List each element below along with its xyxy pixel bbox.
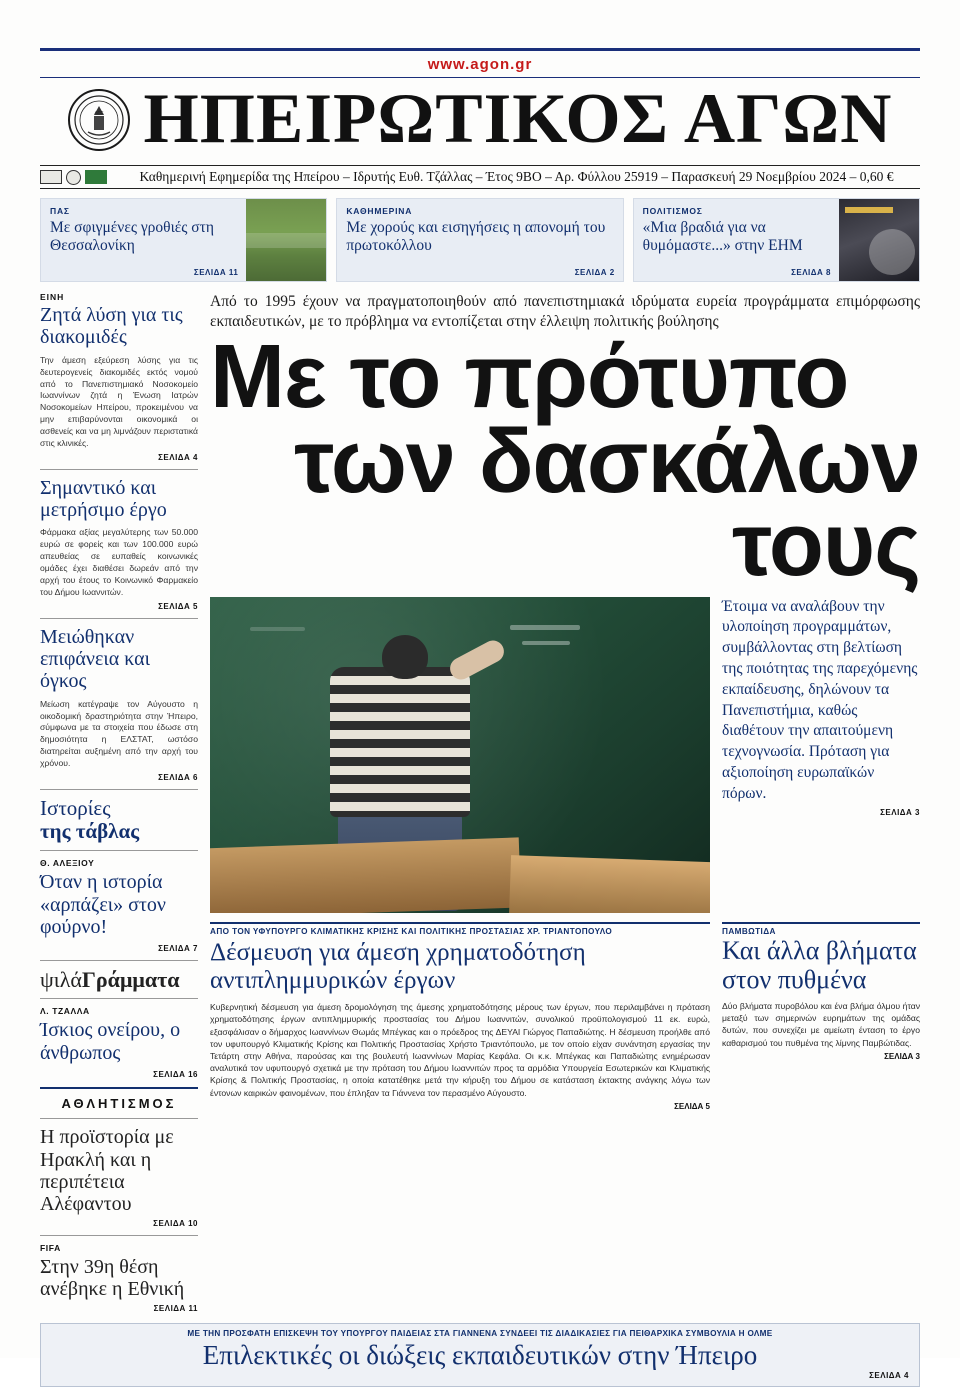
story-kicker: ΑΠΟ ΤΟΝ ΥΦΥΠΟΥΡΓΟ ΚΛΙΜΑΤΙΚΗΣ ΚΡΙΣΗΣ ΚΑΙ ΠΟΛΙΤΙΚΗΣ ΠΡΟΣΤΑΣΙΑΣ ΧΡ. ΤΡΙΑΝΤΟΠΟΥΛΟ bbox=[210, 922, 710, 936]
column-subhead[interactable]: Ίσκιος ονείρου, ο άνθρωπος bbox=[40, 1019, 181, 1064]
website-url[interactable]: www.agon.gr bbox=[427, 56, 533, 73]
teaser-photo-football bbox=[246, 199, 326, 281]
lead-photo-caption-block bbox=[722, 597, 920, 913]
column-title-bold: της τάβλας bbox=[40, 819, 140, 844]
lead-caption-page-ref: ΣΕΛΙΔΑ 3 bbox=[880, 808, 920, 818]
story-page-ref: ΣΕΛΙΔΑ 16 bbox=[153, 1070, 198, 1080]
story-headline[interactable]: Και άλλα βλήματα στον πυθμένα bbox=[722, 935, 917, 994]
lead-headline-line2[interactable]: των δασκάλων τους bbox=[294, 412, 920, 595]
teaser-headline[interactable]: «Μια βραδιά για να θυμόμαστε...» στην ΕΗΜ bbox=[642, 219, 803, 255]
banner-kicker: ΜΕ ΤΗΝ ΠΡΟΣΦΑΤΗ ΕΠΙΣΚΕΨΗ ΤΟΥ ΥΠΟΥΡΓΟΥ ΠΑΙΔΕΙΑΣ ΣΤΑ ΓΙΑΝΝΕΝΑ ΣΥΝΔΕΕΙ ΤΙΣ ΔΙΑΔΙΚΑΣΙΕΣ ΓΙΑ ΠΕΙΘΑΡΧΙΚΑ ΣΥΜΒΟΥΛΙΑ Η ΟΛΜΕ bbox=[187, 1328, 773, 1338]
story-kicker: ΠΑΜΒΩΤΙΔΑ bbox=[722, 922, 920, 936]
seal-icon bbox=[66, 170, 81, 185]
story-body: Κυβερνητική δέσμευση για άμεση δρομολόγηση της άμεσης χρηματοδότησης μέρους των έργων, που περιλαμβάνει η πρόταση χρηματοδότησης έργων αντιπλημμυρικής προστασίας του Δήμου Ιωαννιτών, συνολικού προϋπολογισμού 11 εκ. ευρώ, εξασφάλισαν ο δήμαρχος Ιωαννίνων Θωμάς Μπέγκας και ο πρόεδρος της ΔΕΥΑΙ Γιώργος Παπαδιώτης. Η δέσμευση προήλθε από τον υφυπουργό Κλιματικής Κρίσης και Πολιτικής Προστασίας Χρήστο Τριαντόπουλο, με τον οποίο είχαν συνάντηση εργασίας την Τετάρτη στην Αθήνα, παρούσας και της βουλευτή Ιωαννίνων Μαρίας Κεφάλα. Οι κ.κ. Μπέγκας και Παπαδιώτης ενημέρωσαν αναλυτικά τον υφυπουργό σχετικά με την πρόταση του Δήμου Ιωαννιτών προς τα αρμόδια Υπουργεία Εσωτερικών και Κλιματικής Κρίσης & Πολιτικής Προστασίας, η οποία κατατέθηκε μετά την κήρυξη του Δήμου σε κατάσταση έκτακτης ανάγκης λόγω των έντονων καιρικών φαινομένων, που έπληξαν τα Γιάννενα τον περασμένο Αύγουστο. bbox=[210, 1002, 710, 1098]
teaser-kathimerina[interactable] bbox=[336, 198, 623, 282]
divider bbox=[40, 960, 198, 961]
lead-story-column bbox=[210, 292, 920, 1313]
sidebar-story-construction[interactable] bbox=[40, 626, 198, 782]
lead-caption-text: Έτοιμα να αναλάβουν την υλοποίηση προγραμμάτων, συμβάλλοντας στη βελτίωση της ποιότητας της παρεχόμενης εκπαίδευσης, δηλώνουν τα Πανεπιστήμια, καθώς διαθέτουν την απαιτούμενη τεχνογνωσία. Πρόταση για αξιοποίηση ευρωπαϊκών πόρων. bbox=[722, 597, 918, 802]
desk-foreground-right bbox=[509, 855, 710, 913]
publication-info: Καθημερινή Εφημερίδα της Ηπείρου – Ιδρυτής Ευθ. Τζάλλας – Έτος 9ΒΟ – Αρ. Φύλλου 25919 – Παρασκευή 29 Νοεμβρίου 2024 – 0,60 € bbox=[139, 169, 894, 184]
divider bbox=[40, 1235, 198, 1236]
story-pamvotida[interactable] bbox=[722, 922, 920, 1111]
teaser-page-ref: ΣΕΛΙΔΑ 8 bbox=[791, 268, 831, 277]
teaser-kicker: ΚΑΘΗΜΕΡΙΝΑ bbox=[346, 206, 413, 216]
teaser-page-ref: ΣΕΛΙΔΑ 11 bbox=[193, 268, 239, 277]
teaser-pas[interactable] bbox=[40, 198, 327, 282]
teaser-text bbox=[337, 199, 622, 281]
sidebar-section-sports[interactable] bbox=[40, 1096, 198, 1312]
sports-headline-2[interactable]: Στην 39η θέση ανέβηκε η Εθνική bbox=[40, 1255, 185, 1301]
teaser-headline[interactable]: Με χορούς και εισηγήσεις η απονομή του πρωτοκόλλου bbox=[346, 219, 606, 255]
column-brand-light: ψιλά bbox=[40, 967, 82, 993]
sports-kicker-fifa: FIFA bbox=[40, 1242, 61, 1253]
divider bbox=[40, 850, 198, 851]
sidebar-column-istories[interactable] bbox=[40, 797, 198, 953]
divider-bold bbox=[40, 1087, 198, 1089]
teaser-strip bbox=[40, 198, 920, 282]
story-headline[interactable]: Δέσμευση για άμεση χρηματοδότηση αντιπλημμυρικών έργων bbox=[210, 938, 586, 995]
column-title-light: Ιστορίες bbox=[40, 795, 111, 820]
svg-text:ΑΠΣ: ΑΠΣ bbox=[94, 109, 104, 115]
story-kicker: ΕΙΝΗ bbox=[40, 292, 65, 302]
sports-headline[interactable]: Η προϊστορία με Ηρακλή και η περιπέτεια Αλέφαντου bbox=[40, 1126, 174, 1216]
story-page-ref: ΣΕΛΙΔΑ 10 bbox=[153, 1218, 198, 1228]
teaser-text bbox=[634, 199, 839, 281]
story-flood-funding[interactable] bbox=[210, 922, 710, 1111]
column-byline: Λ. ΤΖΑΛΛΑ bbox=[40, 1006, 90, 1017]
main-content bbox=[40, 292, 920, 1313]
teaser-kicker: ΠΑΣ bbox=[50, 206, 70, 216]
story-body: Φάρμακα αξίας μεγαλύτερης των 50.000 ευρώ σε φορείς και των 100.000 ευρώ απευθείας σε ευπαθείς κοινωνικές ομάδες έχει διαθέσει δωρεάν από την αρχή του έτους το Κοινωνικό Φαρμακείο του Δήμου Ιωαννιτών. bbox=[40, 527, 198, 597]
divider bbox=[40, 469, 198, 470]
column-subhead[interactable]: Όταν η ιστορία «αρπάζει» στον φούρνο! bbox=[40, 871, 166, 938]
green-badge-icon bbox=[85, 170, 107, 184]
story-page-ref: ΣΕΛΙΔΑ 4 bbox=[158, 452, 198, 462]
column-brand bbox=[40, 968, 198, 991]
newspaper-crest-icon bbox=[68, 89, 130, 151]
teaser-text bbox=[41, 199, 246, 281]
divider bbox=[40, 1118, 198, 1119]
column-brand-bold: Γράμματα bbox=[81, 967, 180, 993]
left-sidebar-column bbox=[40, 292, 198, 1313]
column-byline: Θ. ΑΛΕΞΙΟΥ bbox=[40, 858, 95, 869]
masthead-subline bbox=[40, 165, 920, 189]
story-page-ref: ΣΕΛΙΔΑ 6 bbox=[158, 772, 198, 782]
story-page-ref: ΣΕΛΙΔΑ 7 bbox=[158, 944, 198, 954]
divider bbox=[40, 618, 198, 619]
story-body: Μείωση κατέγραψε τον Αύγουστο η οικοδομική δραστηριότητα στην Ήπειρο, σύμφωνα με τα στοιχεία που έδωσε στη δημοσιότητα η ΕΛΣΤΑΤ, ωστόσο διατηρείται αυξημένη από την αρχή του χρόνου. bbox=[40, 698, 198, 769]
lead-standfirst: Από το 1995 έχουν να πραγματοποιηθούν από πανεπιστημιακά ιδρύματα ευρεία προγράμματα επιμόρφωσης εκπαιδευτικών, με το πρόβλημα να εντοπίζεται στην έλλειψη πολιτικής βούλησης bbox=[210, 293, 920, 331]
sidebar-story-pharmacy[interactable] bbox=[40, 477, 198, 611]
lead-headline-line1[interactable]: Με το πρότυπο bbox=[210, 327, 849, 428]
divider bbox=[40, 789, 198, 790]
story-body: Δύο βλήματα πυροβόλου και ένα βλήμα όλμου ήταν μεταξύ των σημερινών ευρημάτων της ομάδας δυτών, που συνεχίζει με αμείωτη ένταση το έργο καθαρισμού του πυθμένα της λίμνης Παμβώτιδας. bbox=[722, 1000, 920, 1048]
masthead-title-row bbox=[40, 78, 920, 159]
sidebar-story-eini[interactable] bbox=[40, 292, 198, 462]
figure-head bbox=[382, 635, 428, 679]
lead-photo-row bbox=[210, 597, 920, 913]
teaser-photo-poster bbox=[839, 199, 919, 281]
story-headline[interactable]: Σημαντικό και μετρήσιμο έργο bbox=[40, 476, 167, 522]
column-title bbox=[40, 797, 198, 843]
masthead bbox=[40, 0, 920, 189]
story-headline[interactable]: Ζητά λύση για τις διακομιδές bbox=[40, 304, 183, 349]
sidebar-column-psilagrammata[interactable] bbox=[40, 968, 198, 1079]
bottom-stories bbox=[210, 922, 920, 1111]
page-title: ΗΠΕΙΡΩΤΙΚΟΣ ΑΓΩΝ bbox=[143, 80, 893, 158]
story-page-ref: ΣΕΛΙΔΑ 5 bbox=[158, 601, 198, 611]
story-body: Την άμεση εξεύρεση λύσης για τις δευτερογενείς διακομιδές εκτός νομού από το Πανεπιστημιακό Νοσοκομείο Ιωαννίνων ζητά η Ένωση Ιατρών Νοσοκομείων Ηπείρου, προκειμένου να μην επιβαρύνονται οικονομικά οι ασθενείς και να μη λιμνάζουν περιστατικά στις κλινικές. bbox=[40, 354, 198, 448]
section-title-sports: ΑΘΛΗΤΙΣΜΟΣ bbox=[61, 1096, 177, 1112]
masthead-icon-group bbox=[40, 170, 107, 185]
banner-headline[interactable]: Επιλεκτικές οι διώξεις εκπαιδευτικών στην Ήπειρο bbox=[202, 1339, 758, 1370]
teaser-page-ref: ΣΕΛΙΔΑ 2 bbox=[574, 268, 615, 277]
footer-banner-story[interactable] bbox=[40, 1323, 920, 1387]
divider bbox=[40, 998, 198, 999]
story-page-ref: ΣΕΛΙΔΑ 3 bbox=[884, 1051, 920, 1061]
story-page-ref: ΣΕΛΙΔΑ 11 bbox=[153, 1303, 198, 1313]
figure-torso bbox=[330, 667, 470, 817]
lead-photo-teacher-blackboard bbox=[210, 597, 710, 913]
story-page-ref: ΣΕΛΙΔΑ 5 bbox=[674, 1101, 710, 1111]
teaser-politismos[interactable] bbox=[633, 198, 920, 282]
story-headline[interactable]: Μειώθηκαν επιφάνεια και όγκος bbox=[40, 625, 150, 693]
desk-foreground bbox=[210, 837, 521, 913]
teaser-kicker: ΠΟΛΙΤΙΣΜΟΣ bbox=[642, 206, 703, 216]
banner-page-ref: ΣΕΛΙΔΑ 4 bbox=[869, 1370, 909, 1380]
newspaper-icon bbox=[40, 170, 62, 184]
teaser-headline[interactable]: Με σφιγμένες γροθιές στη Θεσσαλονίκη bbox=[50, 219, 214, 255]
